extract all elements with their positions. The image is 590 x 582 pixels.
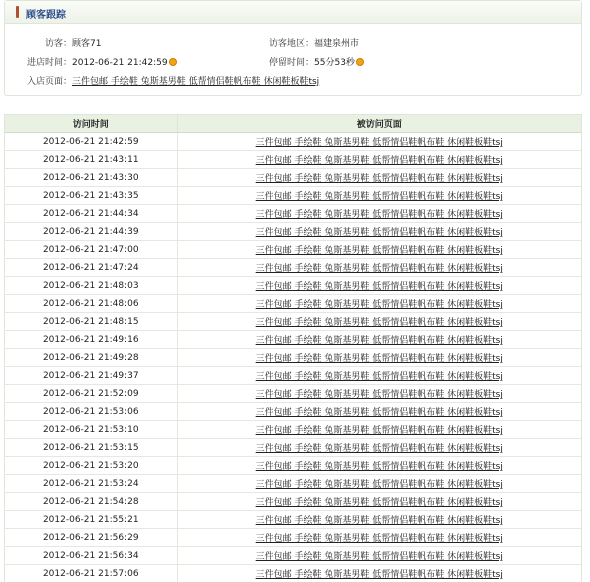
visit-time-cell: 2012-06-21 21:56:29 [5,529,177,547]
visit-time-cell: 2012-06-21 21:43:35 [5,187,177,205]
table-row [5,223,581,241]
table-row [5,133,581,151]
region-value: 福建泉州市 [314,39,360,49]
visited-page-link[interactable]: 三件包邮 手绘鞋 兔斯基男鞋 低帮情侣鞋帆布鞋 休闲鞋板鞋tsj [255,156,503,166]
visited-page-link[interactable]: 三件包邮 手绘鞋 兔斯基男鞋 低帮情侣鞋帆布鞋 休闲鞋板鞋tsj [255,516,503,526]
column-header-visited-page: 被访问页面 [177,115,581,133]
entry-time-info [27,55,177,68]
table-row [5,187,581,205]
visit-log-table [5,115,581,582]
visited-page-link[interactable]: 三件包邮 手绘鞋 兔斯基男鞋 低帮情侣鞋帆布鞋 休闲鞋板鞋tsj [255,480,503,490]
table-row [5,547,581,565]
visited-page-cell [177,367,581,385]
visit-log-table-container [4,114,582,582]
visited-page-cell [177,439,581,457]
table-header-row [5,115,581,133]
visited-page-link[interactable]: 三件包邮 手绘鞋 兔斯基男鞋 低帮情侣鞋帆布鞋 休闲鞋板鞋tsj [255,174,503,184]
visited-page-link[interactable]: 三件包邮 手绘鞋 兔斯基男鞋 低帮情侣鞋帆布鞋 休闲鞋板鞋tsj [255,390,503,400]
visited-page-link[interactable]: 三件包邮 手绘鞋 兔斯基男鞋 低帮情侣鞋帆布鞋 休闲鞋板鞋tsj [255,192,503,202]
visited-page-link[interactable]: 三件包邮 手绘鞋 兔斯基男鞋 低帮情侣鞋帆布鞋 休闲鞋板鞋tsj [255,570,503,580]
entry-time-value: 2012-06-21 21:42:59 [72,58,168,68]
visited-page-link[interactable]: 三件包邮 手绘鞋 兔斯基男鞋 低帮情侣鞋帆布鞋 休闲鞋板鞋tsj [255,552,503,562]
visit-time-cell: 2012-06-21 21:47:00 [5,241,177,259]
table-row [5,205,581,223]
panel-header [5,1,581,24]
visited-page-link[interactable]: 三件包邮 手绘鞋 兔斯基男鞋 低帮情侣鞋帆布鞋 休闲鞋板鞋tsj [255,282,503,292]
table-body [5,133,581,582]
visited-page-link[interactable]: 三件包邮 手绘鞋 兔斯基男鞋 低帮情侣鞋帆布鞋 休闲鞋板鞋tsj [255,372,503,382]
visited-page-link[interactable]: 三件包邮 手绘鞋 兔斯基男鞋 低帮情侣鞋帆布鞋 休闲鞋板鞋tsj [255,264,503,274]
table-row [5,295,581,313]
visited-page-cell [177,457,581,475]
visited-page-cell [177,169,581,187]
visit-time-cell: 2012-06-21 21:56:34 [5,547,177,565]
visit-time-cell: 2012-06-21 21:53:06 [5,403,177,421]
entry-page-link[interactable]: 三件包邮 手绘鞋 兔斯基男鞋 低帮情侣鞋帆布鞋 休闲鞋板鞋tsj [72,77,320,87]
table-row [5,457,581,475]
table-row [5,439,581,457]
visited-page-link[interactable]: 三件包邮 手绘鞋 兔斯基男鞋 低帮情侣鞋帆布鞋 休闲鞋板鞋tsj [255,444,503,454]
table-row [5,169,581,187]
visited-page-cell [177,241,581,259]
title-bar-marker-icon [16,6,19,18]
visit-time-cell: 2012-06-21 21:44:39 [5,223,177,241]
visit-time-cell: 2012-06-21 21:43:11 [5,151,177,169]
visit-time-cell: 2012-06-21 21:48:15 [5,313,177,331]
table-row [5,403,581,421]
visit-time-cell: 2012-06-21 21:53:10 [5,421,177,439]
visited-page-link[interactable]: 三件包邮 手绘鞋 兔斯基男鞋 低帮情侣鞋帆布鞋 休闲鞋板鞋tsj [255,138,503,148]
visited-page-link[interactable]: 三件包邮 手绘鞋 兔斯基男鞋 低帮情侣鞋帆布鞋 休闲鞋板鞋tsj [255,426,503,436]
visit-time-cell: 2012-06-21 21:53:15 [5,439,177,457]
visitor-value: 顾客71 [72,39,102,49]
visited-page-cell [177,205,581,223]
visit-time-cell: 2012-06-21 21:57:06 [5,565,177,582]
visited-page-cell [177,349,581,367]
table-row [5,421,581,439]
visited-page-link[interactable]: 三件包邮 手绘鞋 兔斯基男鞋 低帮情侣鞋帆布鞋 休闲鞋板鞋tsj [255,462,503,472]
visit-time-cell: 2012-06-21 21:48:06 [5,295,177,313]
visited-page-link[interactable]: 三件包邮 手绘鞋 兔斯基男鞋 低帮情侣鞋帆布鞋 休闲鞋板鞋tsj [255,498,503,508]
visit-time-cell: 2012-06-21 21:53:24 [5,475,177,493]
visited-page-cell [177,547,581,565]
visited-page-cell [177,385,581,403]
visited-page-link[interactable]: 三件包邮 手绘鞋 兔斯基男鞋 低帮情侣鞋帆布鞋 休闲鞋板鞋tsj [255,228,503,238]
visit-time-cell: 2012-06-21 21:52:09 [5,385,177,403]
visit-time-cell: 2012-06-21 21:49:16 [5,331,177,349]
table-row [5,331,581,349]
table-row [5,493,581,511]
visited-page-link[interactable]: 三件包邮 手绘鞋 兔斯基男鞋 低帮情侣鞋帆布鞋 休闲鞋板鞋tsj [255,534,503,544]
visitor-tracking-panel [4,0,582,96]
visit-time-cell: 2012-06-21 21:42:59 [5,133,177,151]
table-row [5,511,581,529]
visited-page-link[interactable]: 三件包邮 手绘鞋 兔斯基男鞋 低帮情侣鞋帆布鞋 休闲鞋板鞋tsj [255,300,503,310]
table-row [5,385,581,403]
visit-time-cell: 2012-06-21 21:49:37 [5,367,177,385]
visited-page-link[interactable]: 三件包邮 手绘鞋 兔斯基男鞋 低帮情侣鞋帆布鞋 休闲鞋板鞋tsj [255,336,503,346]
visited-page-cell [177,259,581,277]
table-row [5,367,581,385]
stay-time-info [269,55,364,68]
table-row [5,151,581,169]
entry-page-info [27,74,319,87]
visited-page-cell [177,529,581,547]
table-row [5,241,581,259]
visited-page-cell [177,277,581,295]
table-row [5,529,581,547]
panel-title: 顾客跟踪 [26,10,66,21]
visit-time-cell: 2012-06-21 21:49:28 [5,349,177,367]
column-header-visit-time: 访问时间 [5,115,177,133]
table-row [5,349,581,367]
visit-time-cell: 2012-06-21 21:53:20 [5,457,177,475]
visitor-label: 访客： [45,39,73,49]
visit-time-cell: 2012-06-21 21:47:24 [5,259,177,277]
visited-page-cell [177,565,581,582]
visitor-info [45,36,101,49]
visit-time-cell: 2012-06-21 21:44:34 [5,205,177,223]
table-row [5,475,581,493]
visit-time-cell: 2012-06-21 21:54:28 [5,493,177,511]
table-row [5,565,581,582]
region-info [269,36,359,49]
visited-page-cell [177,295,581,313]
visited-page-cell [177,493,581,511]
entry-page-label: 入店页面： [27,77,73,87]
visited-page-cell [177,511,581,529]
clock-icon [356,58,364,66]
visited-page-cell [177,331,581,349]
visited-page-cell [177,151,581,169]
visited-page-cell [177,475,581,493]
visited-page-link[interactable]: 三件包邮 手绘鞋 兔斯基男鞋 低帮情侣鞋帆布鞋 休闲鞋板鞋tsj [255,210,503,220]
table-row [5,259,581,277]
visited-page-link[interactable]: 三件包邮 手绘鞋 兔斯基男鞋 低帮情侣鞋帆布鞋 休闲鞋板鞋tsj [255,408,503,418]
visited-page-cell [177,133,581,151]
table-row [5,313,581,331]
visit-time-cell: 2012-06-21 21:43:30 [5,169,177,187]
visited-page-link[interactable]: 三件包邮 手绘鞋 兔斯基男鞋 低帮情侣鞋帆布鞋 休闲鞋板鞋tsj [255,246,503,256]
visit-time-cell: 2012-06-21 21:48:03 [5,277,177,295]
visited-page-cell [177,313,581,331]
visited-page-cell [177,223,581,241]
visit-time-cell: 2012-06-21 21:55:21 [5,511,177,529]
region-label: 访客地区： [269,39,315,49]
visited-page-cell [177,403,581,421]
stay-time-label: 停留时间： [269,58,315,68]
clock-icon [169,58,177,66]
entry-time-label: 进店时间： [27,58,73,68]
table-row [5,277,581,295]
visited-page-cell [177,187,581,205]
visited-page-cell [177,421,581,439]
visited-page-link[interactable]: 三件包邮 手绘鞋 兔斯基男鞋 低帮情侣鞋帆布鞋 休闲鞋板鞋tsj [255,354,503,364]
stay-time-value: 55分53秒 [314,58,355,68]
visited-page-link[interactable]: 三件包邮 手绘鞋 兔斯基男鞋 低帮情侣鞋帆布鞋 休闲鞋板鞋tsj [255,318,503,328]
